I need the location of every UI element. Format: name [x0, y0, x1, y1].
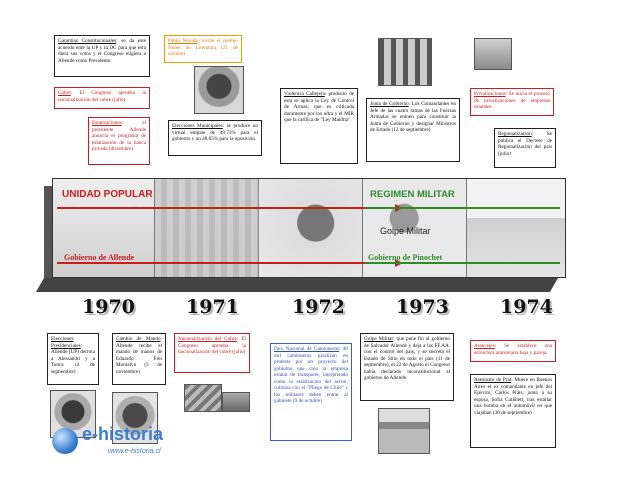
- box-cambio-mando-title: Cambio de Mando: [116, 336, 161, 342]
- band-label-golpe-militar: Golpe Militar: [380, 226, 431, 236]
- box-municipales-text: : se produce un virtual empate de 49,73% para el gobierno y un 48,05% para la oposición.: [172, 123, 258, 142]
- box-neruda-text: : recibe el premio Nobel de Literatura (21 de octubre): [168, 38, 238, 57]
- box-regionalizacion-title: Regionalización: [498, 131, 532, 137]
- box-municipales: [168, 120, 262, 156]
- neruda-photo: [194, 66, 244, 114]
- box-cambio-mando: [112, 333, 166, 385]
- box-golpe-militar-text: : que pone fin al gobierno de Salvador Allende y deja a las FF.AA. con el control del país, y se decreta el Estado de Sitio en todo el país (11 de septiembre), el 22 de Agosto el Congreso había declarado inconstitucional al gobierno de Allende.: [364, 336, 450, 381]
- box-elecciones: [47, 333, 99, 385]
- box-asesinato-prats-text: : Muere en Buenos Aires el ex comandante en jefe del Ejército, Carlos Prats, junto a su esposa, Sofía Cuthbert, tras estallar una bomba en el automóvil en que viajaban (30 de septiembre): [474, 377, 552, 416]
- band-label-allende: Gobierno de Allende: [64, 253, 135, 262]
- box-garantias-text: : se da este acuerdo ente la UP y la DC para que esta diera sus votos y el Congreso eligiera a Allende como Presidente.: [58, 38, 146, 64]
- year-1974: 1974: [500, 296, 553, 318]
- box-golpe-militar: [360, 333, 454, 401]
- allende-line: [57, 262, 395, 264]
- box-nacionalizacion-cobre-text: : El Congreso aprueba la nacionalización del cobre (julio): [178, 336, 246, 355]
- box-neruda: [164, 35, 242, 63]
- logo-globe-icon: [52, 428, 78, 454]
- year-1972: 1972: [292, 296, 345, 318]
- logo[interactable]: [52, 424, 212, 460]
- band-label-pinochet: Gobierno de Pinochet: [368, 253, 443, 262]
- box-paro-camioneros-text: : 40 mil camioneros paralizan en protesta por un proyecto del gobierno que crea la empresa estatal de transporte, interpretado como la estatización del sector, culmina con el "Pliego de Chile" y los militares deben entrar al gabinete (9 de octubre): [274, 346, 348, 404]
- box-regionalizacion: [494, 128, 556, 168]
- box-aranceles: [470, 340, 556, 362]
- junta-photo: [378, 38, 432, 86]
- year-1973: 1973: [396, 296, 449, 318]
- mina-photo: [184, 384, 222, 412]
- logo-url: www.e-historia.cl: [108, 448, 161, 455]
- box-paro-camioneros-title: Paro Nacional de Camioneros: [274, 346, 340, 352]
- box-aranceles-text: : Se establece una estructura arancelaria baja y pareja.: [474, 343, 552, 356]
- pinochet-line: [365, 262, 560, 264]
- box-junta: [366, 98, 460, 162]
- box-privatizaciones: [470, 88, 554, 116]
- box-garantias-title: Garantías Constitucionales: [58, 38, 117, 44]
- box-violencia-title: Violencia Callejera: [284, 91, 325, 97]
- box-privatizaciones-title: Privatizaciones: [474, 91, 506, 97]
- band-label-regimen-militar: REGIMEN MILITAR: [370, 189, 455, 200]
- box-elecciones-title: Elecciones Presidenciales: [51, 336, 81, 349]
- box-junta-title: Junta de Gobierno: [370, 101, 409, 107]
- year-1971: 1971: [186, 296, 239, 318]
- year-1970: 1970: [82, 296, 135, 318]
- timeline-band-base: [36, 278, 558, 292]
- box-cobre-title: Cobre: [58, 90, 71, 96]
- box-estatizaciones-title: Estatizaciones: [92, 120, 122, 126]
- box-regionalizacion-text: : Se publica el Decreto de Regionalización del país (julio): [498, 131, 552, 157]
- box-estatizaciones-text: : el presidente Allende anuncia el programa de estatización de la banca privada (diciembre): [92, 120, 146, 152]
- box-violencia: [280, 88, 358, 164]
- box-neruda-title: Pablo Neruda: [168, 38, 198, 44]
- regimen-militar-line: [365, 207, 560, 209]
- box-asesinato-prats-title: Asesinato de Prat: [474, 377, 512, 383]
- box-nacionalizacion-cobre: [174, 333, 250, 373]
- box-aranceles-title: Aranceles: [474, 343, 495, 349]
- box-cobre: [54, 87, 150, 109]
- box-municipales-title: Elecciones Municipales: [172, 123, 223, 129]
- box-paro-camioneros: [270, 343, 352, 441]
- mina-photo-2: [222, 392, 250, 412]
- box-cambio-mando-text: : Allende recibe el mando de manos de Eduardo Frei Montalva (3 de noviembre): [116, 336, 162, 375]
- la-moneda-photo: [378, 408, 430, 454]
- band-label-unidad-popular: UNIDAD POPULAR: [62, 189, 153, 200]
- box-golpe-militar-title: Golpe Militar: [364, 336, 394, 342]
- unidad-popular-line: [57, 207, 395, 209]
- box-violencia-text: : producto de esta se aplica la Ley de Control de Armas, que es criticada duramente por los ultra y el MIR que la califica de "Ley Maldita".: [284, 91, 355, 123]
- box-asesinato-prats: [470, 374, 556, 448]
- box-nacionalizacion-cobre-title: Nacionalización del Cobre: [178, 336, 237, 342]
- box-privatizaciones-text: : Se inicia el proceso de privatizaciones de empresas estatales.: [474, 91, 550, 110]
- privatizaciones-photo: [474, 38, 512, 70]
- box-estatizaciones: [88, 117, 150, 165]
- box-junta-text: : Los Comandantes en Jefe de las cuatro ramas de las Fuerzas Armadas se reúnen para constituir la Junta de Gobierno y designar Ministros de Estado (12 de septiembre): [370, 101, 456, 133]
- logo-name: e-historia: [82, 424, 164, 444]
- box-cobre-text: : El Congreso aprueba la nacionalización del cobre (julio): [58, 90, 146, 103]
- box-elecciones-text: : Allende (UP) derrota a Alessandri y a Tomic (4 de septiembre): [51, 342, 95, 375]
- box-garantias: [54, 35, 150, 77]
